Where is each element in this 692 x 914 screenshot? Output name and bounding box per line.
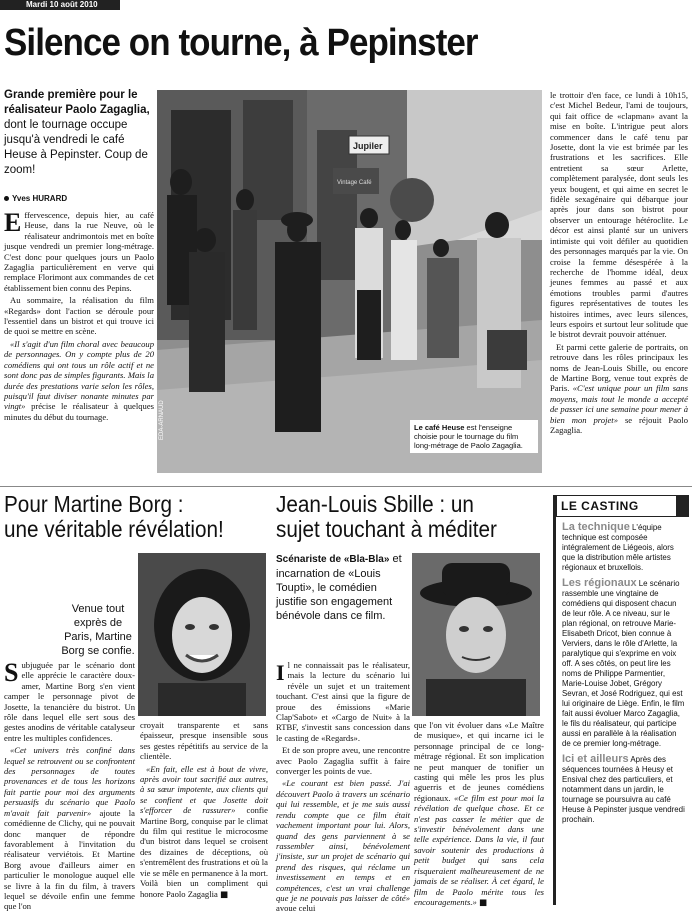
- street-scene-illustration: [157, 90, 542, 473]
- quote: «En fait, elle est à bout de vivre, après avoir tout sacrifié aux autres, à sa sœur impotente, aux clients qui se confient et que Josette doit s'efforcer de rassurer»: [140, 763, 268, 816]
- byline: [4, 194, 67, 203]
- casting-keyword: Ici et ailleurs: [562, 753, 629, 765]
- quote: «Il s'agit d'un film choral avec beaucoup de personnages. On y compte plus de 20 comédiens qui ont tous un rôle actif et ne sont donc pas de simples figurants. Mais la durée des prestations varie selon les rôles, puisqu'il faut diviser nonante minutes par vingt»: [4, 338, 154, 412]
- intro-rest: dont le tournage occupe jusqu'à vendredi le café Heuse à Pepinster. Coup de zoom!: [4, 119, 148, 176]
- intro-bold: Grande première pour le réalisateur Paolo Zagaglia,: [4, 89, 150, 116]
- dropcap: E: [4, 208, 22, 237]
- paragraph: avoue celui: [276, 903, 316, 914]
- date-bar: [0, 0, 120, 10]
- paragraph: que l'on vit évoluer dans «Le Maître de musique», et qui incarne ici le personnage principal de ce long-métrage régional. Et son implication ne peut manquer de tonifier un casting qui mêle les pros les plus aguerris et de jeunes comédiens régionaux.: [414, 720, 544, 803]
- casting-text: Le scénario rassemble une vingtaine de comédiens qui disposent chacun de leur rôle. A ce niveau, sur le plan régional, on retrouve Marie-Elisabeth Dricot, bien connue à Verviers, dans le rôle d'Arlette, la paralytique qui s'exprime en voix off. A ses côtés, on peut lire les noms de Philippe Parmentier, Marie-Louise Jobet, Grégory Sevran, et José Rodriguez, qui est lui originaire de Liège. Enfin, le film fait aussi évoluer Marco Zagaglia, le fils du réalisateur, qui participe aussi en parallèle à la réalisation de ce premier long-métrage.: [562, 579, 685, 748]
- photo-caption: [410, 420, 538, 453]
- sbille-subtitle: [276, 552, 406, 623]
- paragraph: Et de son propre aveu, une rencontre avec Paolo Zagaglia suffit à faire converger les points de vue.: [276, 745, 410, 777]
- borg-headline-line2: une véritable révélation!: [4, 516, 224, 542]
- sbille-headline-line1: Jean-Louis Sbille : un: [276, 491, 474, 517]
- casting-text: L'équipe technique est composée intégralement de Liégeois, alors que la distribution mêle artistes régionaux et bruxellois.: [562, 523, 674, 572]
- caption-bold: Le café Heuse: [414, 423, 465, 432]
- end-mark: ■: [478, 897, 488, 908]
- borg-headline: [4, 492, 224, 542]
- issue-date: Mardi 10 août 2010: [26, 0, 98, 9]
- casting-keyword: Les régionaux: [562, 577, 637, 589]
- paragraph: se réjouit Paolo Zagaglia.: [550, 414, 689, 435]
- paragraph: croyait transparente et sans épaisseur, presque insensible sous ses gestes répétitifs au service de la clientèle.: [140, 720, 268, 762]
- paragraph: Et parmi cette galerie de portraits, on retrouve dans les rôles principaux les noms de Jean-Louis Sbille, ou encore de Martine Borg, venue tout exprès de Paris.: [550, 341, 688, 394]
- paragraph: précise le réalisateur à quelques minutes du début du tournage.: [4, 401, 155, 422]
- sbille-headline: [276, 492, 497, 542]
- casting-text: Après des séquences tournées à Heusy et Ensival chez des particuliers, et notamment dans un jardin, le tournage se poursuivra au café Heuse à Pepinster jusque vendredi prochain.: [562, 755, 685, 824]
- end-mark: ■: [219, 889, 229, 900]
- paragraph: confie Martine Borg, conquise par le climat du film qui restitue le microcosme d'un bistrot dans lequel se croisent des dizaines de déceptions, où s'entremêlent des frustrations et où la vie se mêle en permanence à la mort. Voilà bien un compliment qui honore Paolo Zagaglia: [140, 805, 268, 899]
- casting-box: [553, 495, 689, 905]
- article-column-1: [4, 210, 154, 486]
- sbille-column-2: [414, 720, 544, 906]
- casting-body: [556, 517, 689, 825]
- sbille-sub-rest: et incarnation de «Louis Toupti», le comédien justifie son engagement bénévole dans ce film.: [276, 553, 402, 622]
- borg-column-2: [140, 720, 268, 906]
- paragraph: ffervescence, depuis hier, au café Heuse, dans la rue Neuve, où le réalisateur andrimontois met en boîte jusque vendredi un premier long-métrage. C'est donc pour quelques jours un Paolo Zagaglia particulièrement en verve qui remplace Florimont aux commandes de cet établissement bien connu des Pepins.: [4, 210, 154, 293]
- sbille-column-1: Il ne connaissait pas le réalisateur, mais la lecture du scénario lui révèle un sujet et un traitement touchant. C'est ainsi que la figure de proue des émissions «Marie Clap'Sabot» et «Cargo de Nuit» à la RTBF, s'investit sans concession dans le casting de «Regards». Et de son propre aveu, une rencontre avec Paolo Zagaglia suffit à faire converger les points de vue. «Le courant est bien passé. J'ai découvert Paolo à travers un scénario qui lui ressemble, et je me suis aussi rendu compte que ce film était vachement important pour lui. Alors, quand des gens parviennent à se rassembler ainsi, bénévolement j'insiste, sur un projet de scénario qui prend des risques, qui réclame un investissement en temps et en compétences, c'est un vrai challenge que je ne pouvais pas laisser de côté» avoue celui: [276, 660, 410, 914]
- cafe-photo: [157, 90, 542, 473]
- borg-portrait: [138, 553, 266, 716]
- author: Yves HURARD: [12, 194, 68, 203]
- shop-sign: Jupiler: [353, 141, 383, 151]
- shop-sign-2: Vintage Café: [337, 180, 372, 186]
- paragraph: ubjuguée par le scénario dont elle apprécie le caractère doux-amer, Martine Borg s'en vient camper le personnage pivot de Josette, la tenancière du bistrot. Un rôle dans lequel elle sert sous des gestes anodins de véritable catalyseur entre les multiples confidences.: [4, 660, 135, 743]
- sbille-portrait: [412, 553, 540, 716]
- casting-title: LE CASTING: [561, 499, 639, 513]
- paragraph: Au sommaire, la réalisation du film «Regards» dont l'action se déroule pour l'essentiel dans un bistrot et qui trouve ici de quoi se mettre en scène.: [4, 295, 154, 337]
- quote: «Ce film est pour moi la révélation de quelque chose. Et ce n'est pas casser le métier que de s'investir bénévolement dans une telle expérience. Dans la vie, il faut savoir soutenir des productions à petit budget qui sans cela risqueraient malheureusement de ne jamais de se réaliser. À cet égard, le film de Paolo mérite tous les encouragements.»: [414, 792, 544, 907]
- portrait-man-illustration: [412, 553, 540, 716]
- quote: «C'est unique pour un film sans moyens, mais tout le monde a accepté de passer ici une semaine pour mener à bien mon projet»: [550, 383, 688, 425]
- casting-header: [556, 495, 689, 517]
- article-headline: Silence on tourne, à Pepinster: [4, 22, 478, 64]
- borg-subtitle: Venue tout exprès de Paris, Martine Borg se confie.: [61, 603, 135, 657]
- sbille-sub-bold: Scénariste de «Bla-Bla»: [276, 554, 390, 565]
- photo-credit: EDA-ARNAUD: [159, 400, 165, 440]
- caption-text: est l'enseigne choisie pour le tournage du film long-métrage de Paolo Zagaglia.: [414, 423, 523, 450]
- paragraph: ajoute la comédienne de Clichy, qui ne pouvait donc manquer de répondre favorablement à l'invitation du réalisateur verviétois. Et Martine Borg avoue d'ailleurs aimer en particulier le monologue auquel elle se livre à la fin du film, à travers lequel se dévoile enfin une femme que l'on: [4, 807, 135, 912]
- bullet-icon: [4, 196, 9, 201]
- portrait-woman-illustration: [138, 553, 266, 716]
- sbille-headline-line2: sujet touchant à méditer: [276, 516, 497, 542]
- article-intro: [4, 88, 156, 178]
- quote: «Le courant est bien passé. J'ai découvert Paolo à travers un scénario qui lui ressemble, et je me suis aussi rendu compte que ce film était vachement important pour lui. Alors, quand des gens parviennent à se rassembler ainsi, bénévolement j'insiste, sur un projet de scénario qui prend des risques, qui réclame un investissement en temps et en compétences, c'est un vrai challenge que je ne pouvais pas laisser de côté»: [276, 778, 410, 903]
- quote: «Cet univers très confiné dans lequel se retrouvent ou se confrontent des personnages de toutes provenances et de tous les horizons fait partie pour moi des arguments persuasifs du scénario que Paolo m'avait fait parvenir»: [4, 745, 135, 818]
- borg-column-1: [4, 658, 135, 912]
- paragraph: le trottoir d'en face, ce lundi à 10h15, c'est Michel Bedeur, l'ami de toujours, qui fait office de «clapman» avant la mise en boîte. L'intrigue peut alors commencer dans le café tenu par Josette, dont la vie est brimée par les frustrations et les sacrifices. Elle entretient sa sœur Arlette, complètement paralysée, dont seuls les yeux bougent, et qui aime en secret le fidèle sexagénaire qui débarque jour après jour dans son bistrot pour observer un entourage hétéroclite. Le décor est ainsi planté sur un univers intimiste qui voit défiler au quotidien des personnages marqués par la vie. On croise la femme désespérée à la recherche de l'homme idéal, deux jeunes femmes au passé et aux émotions troubles parmi d'autres figures représentatives de toutes les histoires intimes, avec leurs silences, leurs espoirs et surtout leur solitude que le bistrot devrait pouvoir atténuer.: [550, 90, 688, 340]
- section-divider: [0, 486, 692, 487]
- article-column-4: [550, 90, 688, 482]
- header-tab: [676, 496, 688, 516]
- paragraph: l ne connaissait pas le réalisateur, mais la lecture du scénario lui révèle un sujet et un traitement touchant. C'est ainsi que la figure de proue des émissions «Marie Clap'Sabot» et «Cargo de Nuit» à la RTBF, s'investit sans concession dans le casting de «Regards».: [276, 660, 410, 743]
- dropcap: S: [4, 658, 19, 687]
- casting-keyword: La technique: [562, 521, 630, 533]
- borg-headline-line1: Pour Martine Borg :: [4, 491, 184, 517]
